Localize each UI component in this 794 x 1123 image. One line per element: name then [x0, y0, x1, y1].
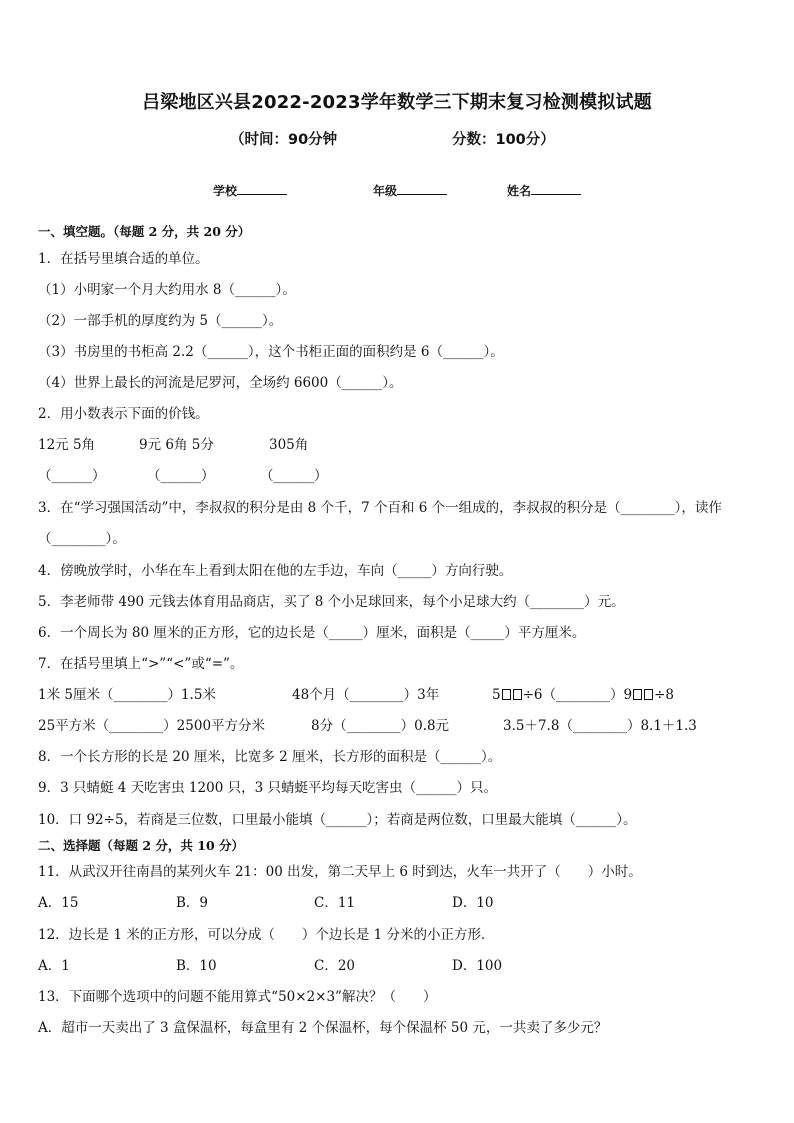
q12-option-c[interactable]: C．20 — [314, 958, 356, 974]
q7-compare-mid: ÷6（________）9 — [522, 687, 633, 703]
q13-stem: 13．下面哪个选项中的问题不能用算式“50×2×3”解决？（ ） — [38, 989, 437, 1005]
q13-option-a[interactable]: A．超市一天卖出了 3 盒保温杯，每盒里有 2 个保温杯，每个保温杯 50 元，一共卖了多少元？ — [38, 1020, 608, 1036]
q5-text: 5．李老师带 490 元钱去体育用品商店，买了 8 个小足球回来，每个小足球大约（________）元。 — [38, 594, 625, 610]
school-label: 学校 — [213, 184, 238, 198]
digit-box[interactable] — [633, 689, 642, 700]
q3-line1: 3．在“学习强国活动”中，李叔叔的积分是由 8 个千，7 个百和 6 个一组成的，李叔叔的积分是（________），读作 — [38, 500, 722, 516]
q6-text: 6．一个周长为 80 厘米的正方形，它的边长是（_____）厘米，面积是（_____）平方厘米。 — [38, 625, 586, 641]
q1-sub1: （1）小明家一个月大约用水 8（______）。 — [38, 282, 296, 298]
q1-sub3: （3）书房里的书柜高 2.2（______），这个书柜正面的面积约是 6（______）。 — [38, 344, 504, 360]
q1-stem: 1．在括号里填合适的单位。 — [38, 251, 209, 267]
section-choice-heading: 二、选择题（每题 2 分，共 10 分） — [38, 838, 245, 853]
q1-sub4: （4）世界上最长的河流是尼罗河，全场约 6600（______）。 — [38, 375, 403, 391]
q7-stem: 7．在括号里填上“>”“<”或“=”。 — [38, 656, 244, 672]
q12-option-a[interactable]: A．1 — [38, 958, 70, 974]
q2-item: 305角 — [269, 437, 309, 453]
q10-text: 10．口 92÷5，若商是三位数，口里最小能填（______）；若商是两位数，口里最大能填（______）。 — [38, 812, 637, 828]
q7-compare-end: ÷8 — [654, 687, 674, 703]
q8-text: 8．一个长方形的长是 20 厘米，比宽多 2 厘米，长方形的面积是（______）。 — [38, 749, 502, 765]
q1-sub2: （2）一部手机的厚度约为 5（______）。 — [38, 313, 283, 329]
q7-compare: 25平方米（________）2500平方分米 — [38, 718, 266, 734]
q7-compare: 48个月（________）3年 — [292, 687, 440, 703]
q2-stem: 2．用小数表示下面的价钱。 — [38, 406, 209, 422]
school-field[interactable] — [213, 183, 287, 199]
q7-compare: 3.5＋7.8（________）8.1＋1.3 — [503, 718, 697, 734]
grade-field[interactable] — [373, 183, 447, 199]
q2-item: 9元 6角 5分 — [139, 437, 214, 453]
name-label: 姓名 — [507, 184, 532, 198]
grade-blank[interactable] — [397, 183, 447, 195]
q7-compare — [492, 687, 674, 703]
q7-compare: 8分（________）0.8元 — [311, 718, 450, 734]
exam-score: 分数：100分） — [452, 132, 555, 148]
name-blank[interactable] — [531, 183, 581, 195]
q2-item: 12元 5角 — [38, 437, 96, 453]
q2-blank[interactable]: （______） — [38, 468, 106, 484]
q7-compare: 1米 5厘米（________）1.5米 — [38, 687, 216, 703]
q3-line2: （________）。 — [38, 531, 126, 547]
name-field[interactable] — [507, 183, 581, 199]
q11-option-c[interactable]: C．11 — [314, 895, 356, 911]
q4-text: 4．傍晚放学时，小华在车上看到太阳在他的左手边，车向（_____）方向行驶。 — [38, 563, 513, 579]
digit-box[interactable] — [644, 689, 653, 700]
section-fill-heading: 一、填空题。（每题 2 分，共 20 分） — [38, 224, 251, 239]
q11-option-b[interactable]: B．9 — [176, 895, 209, 911]
grade-label: 年级 — [373, 184, 398, 198]
exam-time: （时间：90分钟 — [230, 132, 338, 148]
digit-box[interactable] — [502, 689, 511, 700]
q2-blank[interactable]: （______） — [147, 468, 215, 484]
q11-option-d[interactable]: D．10 — [452, 895, 494, 911]
q2-blank[interactable]: （______） — [260, 468, 328, 484]
q12-option-d[interactable]: D．100 — [452, 958, 503, 974]
q9-text: 9．3 只蜻蜓 4 天吃害虫 1200 只，3 只蜻蜓平均每天吃害虫（______）只。 — [38, 780, 497, 796]
q7-digit: 5 — [492, 687, 501, 703]
q12-option-b[interactable]: B．10 — [176, 958, 217, 974]
digit-box[interactable] — [513, 689, 522, 700]
exam-title: 吕梁地区兴县2022-2023学年数学三下期末复习检测模拟试题 — [142, 92, 652, 113]
q11-option-a[interactable]: A．15 — [38, 895, 79, 911]
school-blank[interactable] — [237, 183, 287, 195]
q11-stem: 11．从武汉开往南昌的某列火车 21：00 出发，第二天早上 6 时到达，火车一共开了（ ）小时。 — [38, 864, 642, 880]
q12-stem: 12．边长是 1 米的正方形，可以分成（ ）个边长是 1 分米的小正方形． — [38, 927, 495, 943]
